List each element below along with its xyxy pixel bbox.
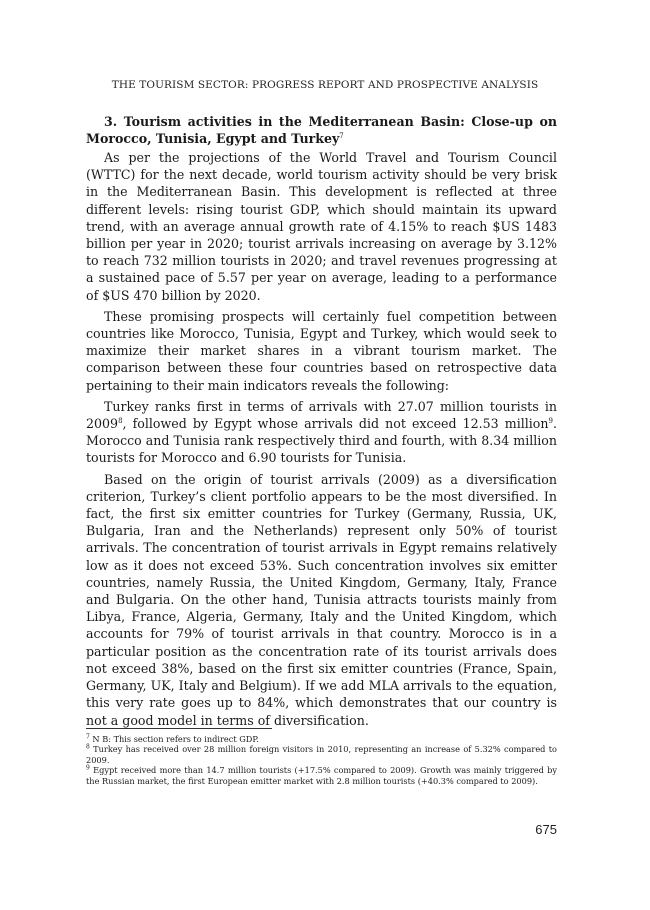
footnotes xyxy=(86,734,557,786)
footnote-mark: 7 xyxy=(86,733,90,741)
footnote-ref-7[interactable]: 7 xyxy=(339,131,344,140)
paragraph-3-part-2: , followed by Egypt whose arrivals did not exceed 12.53 million xyxy=(122,416,549,432)
footnote-divider xyxy=(86,728,272,729)
footnote-text: Egypt received more than 14.7 million tourists (+17.5% compared to 2009). Growth was mainly triggered by the Russian market, the first European emitter market with 2.8 million tourists (+40.3% compared to 2009). xyxy=(86,765,557,786)
footnote-ref-8[interactable]: 8 xyxy=(118,416,123,425)
paragraph-3-part-3: . Morocco and Tunisia rank respectively third and fourth, with 8.34 million tourists for Morocco and 6.90 tourists for Tunisia. xyxy=(86,416,557,466)
section-title-text: 3. Tourism activities in the Mediterranean Basin: Close-up on Morocco, Tunisia, Egypt and Turkey xyxy=(86,114,557,146)
paragraph-3 xyxy=(86,398,557,467)
footnote-text: N B: This section refers to indirect GDP. xyxy=(89,734,259,744)
footnote-ref-9[interactable]: 9 xyxy=(548,416,553,425)
main-content xyxy=(86,113,557,733)
paragraph-3-part-1: Turkey ranks first in terms of arrivals with 27.07 million tourists in 2009 xyxy=(86,398,557,432)
paragraph-4: Based on the origin of tourist arrivals (2009) as a diversification criterion, Turkey’s client portfolio appears to be the most diversified. In fact, the first six emitter countries for Turkey (Germany, Russia, UK, Bulgaria, Iran and the Netherlands) represent only 50% of tourist arrivals. The concentration of tourist arrivals in Egypt remains relatively low as it does not exceed 53%. Such concentration involves six emitter countries, namely Russia, the United Kingdom, Germany, Italy, France and Bulgaria. On the other hand, Tunisia attracts tourists mainly from Libya, France, Algeria, Germany, Italy and the United Kingdom, which accounts for 79% of tourist arrivals in that country. Morocco is in a particular position as the concentration rate of its tourist arrivals does not exceed 38%, based on the first six emitter countries (France, Spain, Germany, UK, Italy and Belgium). If we add MLA arrivals to the equation, this very rate goes up to 84%, which demonstrates that our country is not a good model in terms of diversification. xyxy=(86,471,557,728)
footnote-mark: 8 xyxy=(86,743,90,751)
paragraph-2: These promising prospects will certainly fuel competition between countries like Morocco, Tunisia, Egypt and Turkey, which would seek to maximize their market shares in a vibrant tourism market. The comparison between these four countries based on retrospective data pertaining to their main indicators reveals the following: xyxy=(86,308,557,393)
section-title xyxy=(86,113,557,147)
running-header: THE TOURISM SECTOR: PROGRESS REPORT AND PROSPECTIVE ANALYSIS xyxy=(111,79,539,91)
footnote-text: Turkey has received over 28 million foreign visitors in 2010, representing an increase of 5.32% compared to 2009. xyxy=(86,744,557,765)
paragraph-1: As per the projections of the World Travel and Tourism Council (WTTC) for the next decade, world tourism activity should be very brisk in the Mediterranean Basin. This development is reflected at three different levels: rising tourist GDP, which should maintain its upward trend, with an average annual growth rate of 4.15% to reach $US 1483 billion per year in 2020; tourist arrivals increasing on average by 3.12% to reach 732 million tourists in 2020; and travel revenues progressing at a sustained pace of 5.57 per year on average, leading to a performance of $US 470 billion by 2020. xyxy=(86,150,557,303)
footnote-7 xyxy=(86,734,557,744)
footnote-9 xyxy=(86,765,557,786)
footnote-8 xyxy=(86,744,557,765)
footnote-mark: 9 xyxy=(86,764,90,772)
page-number: 675 xyxy=(535,822,557,837)
